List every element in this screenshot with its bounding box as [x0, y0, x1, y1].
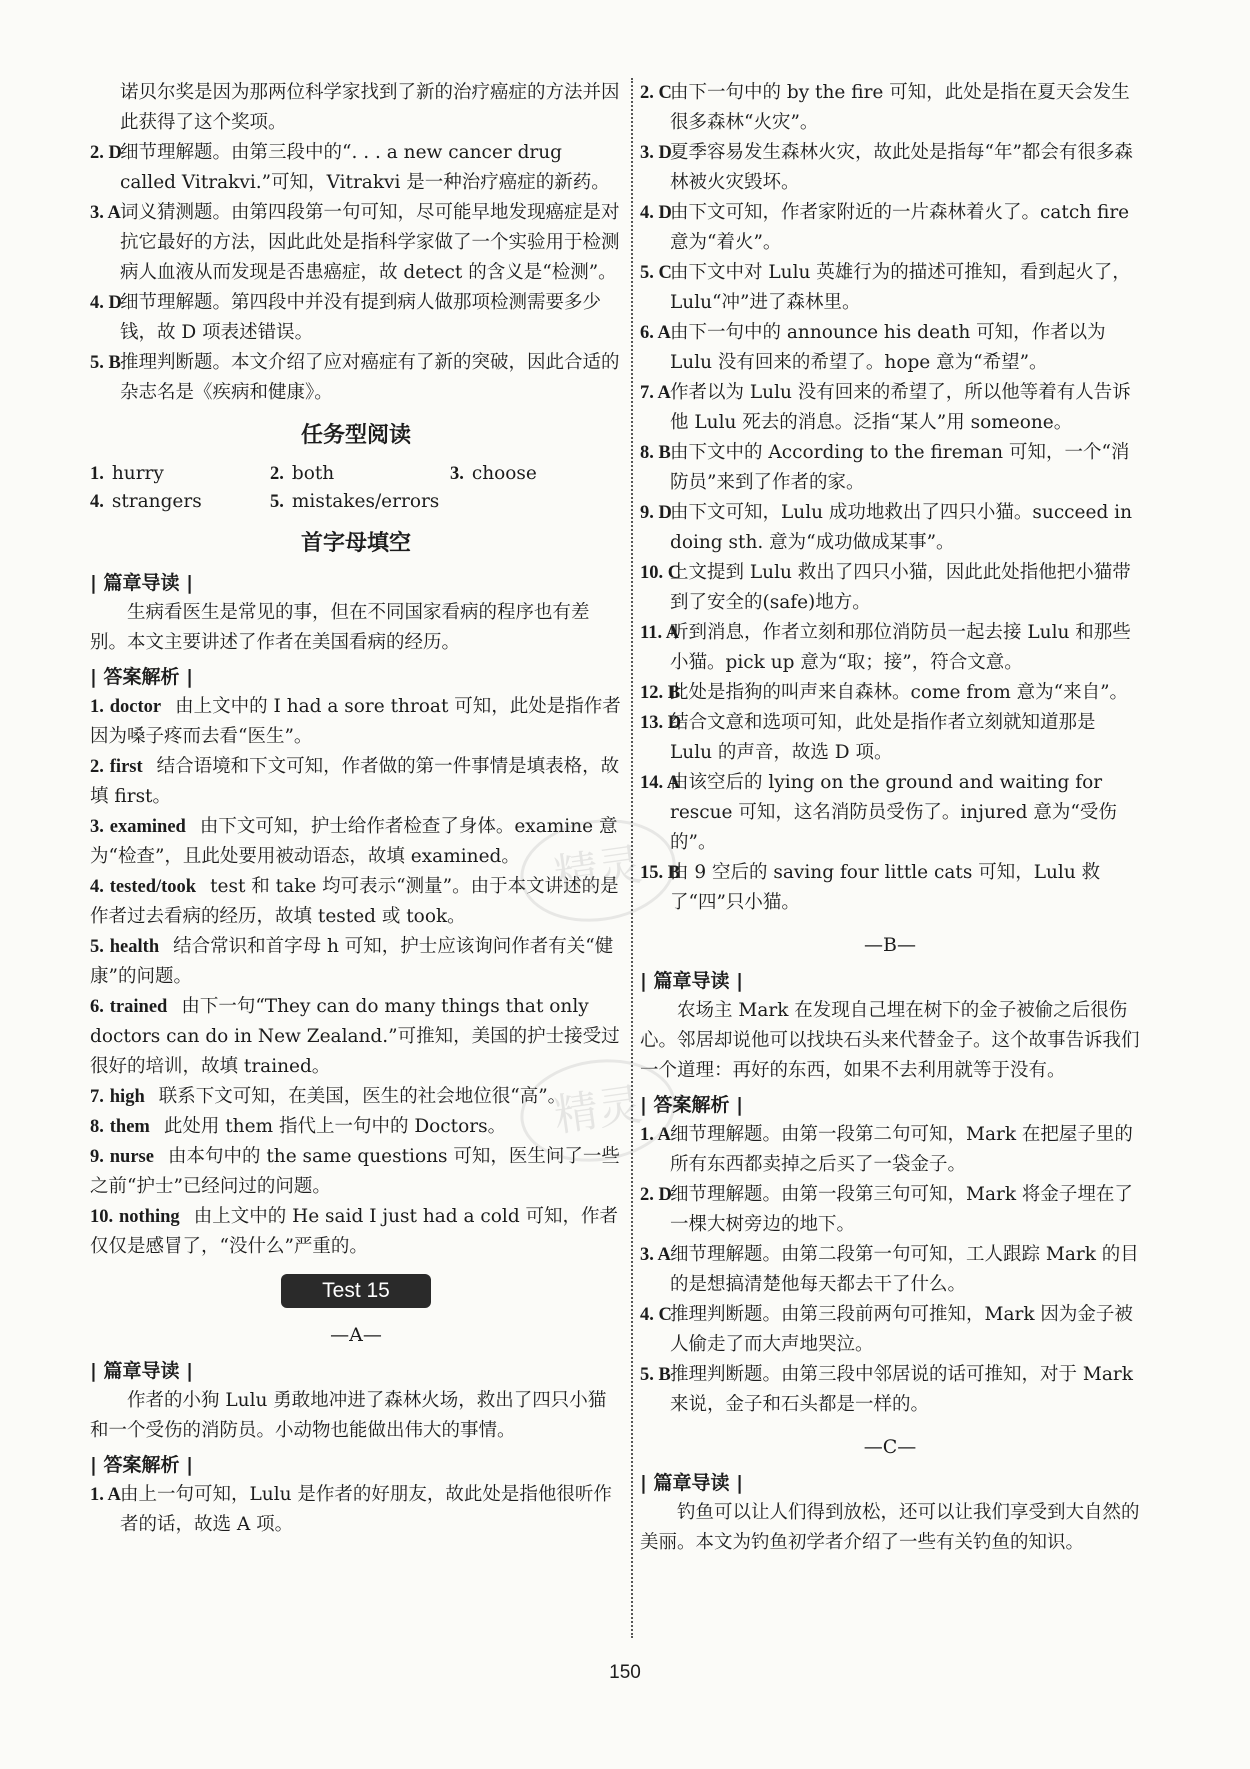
answer-item: 8. B 由下文中的 According to the fireman 可知，一个“消防员”来到了作者的家。 — [640, 442, 1130, 493]
answer-item: 11. A 听到消息，作者立刻和那位消防员一起去接 Lulu 和那些小猫。pick up 意为“取；接”，符合文意。 — [640, 622, 1131, 673]
label-answer-analysis: | 答案解析 | — [90, 666, 194, 688]
answer-item: 2. D 细节理解题。由第一段第三句可知，Mark 将金子埋在了一棵大树旁边的地下。 — [640, 1184, 1133, 1235]
item-1-continuation: 诺贝尔奖是因为那两位科学家找到了新的治疗癌症的方法并因此获得了这个奖项。 — [120, 82, 620, 133]
task-answer: 4. strangers — [90, 491, 202, 512]
passage-c-heading: —C— — [863, 1436, 917, 1458]
answer-item: 4. C 推理判断题。由第三段前两句可推知，Mark 因为金子被人偷走了而大声地哭泣。 — [640, 1304, 1133, 1355]
label-answer-analysis: | 答案解析 | — [640, 1094, 744, 1116]
test-badge: Test 15 — [281, 1274, 431, 1308]
task-answer: 2. both — [270, 463, 335, 484]
answer-item: 3. A 词义猜测题。由第四段第一句可知，尽可能早地发现癌症是对抗它最好的方法，因此此处是指科学家做了一个实验用于检测病人血液从而发现是否患癌症，故 detect 的含义是“检测”。 — [90, 202, 620, 283]
label-chapter-guide: | 篇章导读 | — [640, 1472, 744, 1494]
passage-a-heading: —A— — [330, 1324, 382, 1346]
answer-item: 1. A 细节理解题。由第一段第二句可知，Mark 在把屋子里的所有东西都卖掉之后买了一袋金子。 — [640, 1124, 1133, 1175]
fill-answer-item: 7. high 联系下文可知，在美国，医生的社会地位很“高”。 — [90, 1086, 567, 1107]
answer-item: 9. D 由下文可知，Lulu 成功地救出了四只小猫。succeed in doing sth. 意为“成功做成某事”。 — [640, 502, 1132, 553]
label-answer-analysis: | 答案解析 | — [90, 1454, 194, 1476]
fill-answer-item: 2. first 结合语境和下文可知，作者做的第一件事情是填表格，故填 first。 — [90, 756, 620, 807]
fill-answer-item: 3. examined 由下文可知，护士给作者检查了身体。examine 意为“检查”，且此处要用被动语态，故填 examined。 — [90, 816, 618, 867]
fill-answer-item: 10. nothing 由上文中的 He said I just had a cold 可知，作者仅仅是感冒了，“没什么”严重的。 — [90, 1206, 619, 1257]
left-column — [90, 78, 622, 1540]
answer-item: 3. D 夏季容易发生森林火灾，故此处是指每“年”都会有很多森林被火灾毁坏。 — [640, 142, 1133, 193]
answer-item: 14. A 由该空后的 lying on the ground and waiting for rescue 可知，这名消防员受伤了。injured 意为“受伤的”。 — [640, 772, 1117, 853]
watermark-seal: 精灵 — [514, 810, 683, 932]
column-divider — [631, 78, 633, 1638]
right-column — [640, 78, 1140, 1558]
label-chapter-guide: | 篇章导读 | — [640, 970, 744, 992]
page-number: 150 — [609, 1662, 641, 1683]
fill-answer-item: 8. them 此处用 them 指代上一句中的 Doctors。 — [90, 1116, 507, 1137]
answer-item: 5. B 推理判断题。由第三段中邻居说的话可推知，对于 Mark 来说，金子和石头都是一样的。 — [640, 1364, 1133, 1415]
answer-item: 2. C 由下一句中的 by the fire 可知，此处是指在夏天会发生很多森林“火灾”。 — [640, 82, 1130, 133]
fill-answer-item: 9. nurse 由本句中的 the same questions 可知，医生问了一些之前“护士”已经问过的问题。 — [90, 1146, 620, 1197]
guide-text-c: 钓鱼可以让人们得到放松，还可以让我们享受到大自然的美丽。本文为钓鱼初学者介绍了一些有关钓鱼的知识。 — [640, 1502, 1140, 1553]
answer-item: 15. B 由 9 空后的 saving four little cats 可知，Lulu 救了“四”只小猫。 — [640, 862, 1101, 913]
answer-item: 5. C 由下文中对 Lulu 英雄行为的描述可推知，看到起火了，Lulu“冲”进了森林里。 — [640, 262, 1131, 313]
answer-item: 7. A 作者以为 Lulu 没有回来的希望了，所以他等着有人告诉他 Lulu 死去的消息。泛指“某人”用 someone。 — [640, 382, 1131, 433]
guide-text-a: 作者的小狗 Lulu 勇敢地冲进了森林火场，救出了四只小猫和一个受伤的消防员。小动物也能做出伟大的事情。 — [90, 1390, 607, 1441]
fill-answer-item: 4. tested/took test 和 take 均可表示“测量”。由于本文讲述的是作者过去看病的经历，故填 tested 或 took。 — [90, 876, 619, 927]
guide-text: 生病看医生是常见的事，但在不同国家看病的程序也有差别。本文主要讲述了作者在美国看病的经历。 — [90, 602, 590, 653]
answer-item: 6. A 由下一句中的 announce his death 可知，作者以为 Lulu 没有回来的希望了。hope 意为“希望”。 — [640, 322, 1106, 373]
guide-text-b: 农场主 Mark 在发现自己埋在树下的金子被偷之后很伤心。邻居却说他可以找块石头来代替金子。这个故事告诉我们一个道理：再好的东西，如果不去利用就等于没有。 — [640, 1000, 1140, 1081]
watermark-seal: 精灵 — [514, 1050, 683, 1172]
answer-item: 4. D 细节理解题。第四段中并没有提到病人做那项检测需要多少钱，故 D 项表述错误。 — [90, 292, 602, 343]
task-answer: 1. hurry — [90, 463, 164, 484]
fill-answer-item: 5. health 结合常识和首字母 h 可知，护士应该询问作者有关“健康”的问题。 — [90, 936, 614, 987]
label-chapter-guide: | 篇章导读 | — [90, 1360, 194, 1382]
task-answer: 5. mistakes/errors — [270, 491, 440, 512]
answer-item: 12. B 此处是指狗的叫声来自森林。come from 意为“来自”。 — [640, 682, 1129, 703]
label-chapter-guide: | 篇章导读 | — [90, 572, 194, 594]
fill-answer-item: 1. doctor 由上文中的 I had a sore throat 可知，此处是指作者因为嗓子疼而去看“医生”。 — [90, 696, 621, 747]
answer-item: 4. D 由下文可知，作者家附近的一片森林着火了。catch fire 意为“着火”。 — [640, 202, 1130, 253]
task-answer: 3. choose — [450, 463, 537, 484]
answer-item: 10. C 上文提到 Lulu 救出了四只小猫，因此此处指他把小猫带到了安全的(safe)地方。 — [640, 562, 1131, 613]
passage-b-heading: —B— — [864, 934, 916, 956]
section-title-initial-letter: 首字母填空 — [300, 531, 411, 556]
fill-answer-item: 6. trained 由下一句“They can do many things that only doctors can do in New Zealand.”可推知，美国的护士接受过很好的培训，故填 trained。 — [90, 996, 620, 1077]
answer-item: 13. D 结合文意和选项可知，此处是指作者立刻就知道那是 Lulu 的声音，故选 D 项。 — [640, 712, 1096, 763]
section-title-task-reading: 任务型阅读 — [300, 423, 411, 448]
answer-item: 1. A 由上一句可知，Lulu 是作者的好朋友，故此处是指他很听作者的话，故选 A 项。 — [90, 1484, 612, 1535]
answer-item: 3. A 细节理解题。由第二段第一句可知，工人跟踪 Mark 的目的是想搞清楚他每天都去干了什么。 — [640, 1244, 1139, 1295]
answer-item: 2. D 细节理解题。由第三段中的“. . . a new cancer drug called Vitrakvi.”可知，Vitrakvi 是一种治疗癌症的新药。 — [90, 142, 610, 193]
task-reading-answers — [90, 460, 622, 516]
answer-item: 5. B 推理判断题。本文介绍了应对癌症有了新的突破，因此合适的杂志名是《疾病和健康》。 — [90, 352, 620, 403]
